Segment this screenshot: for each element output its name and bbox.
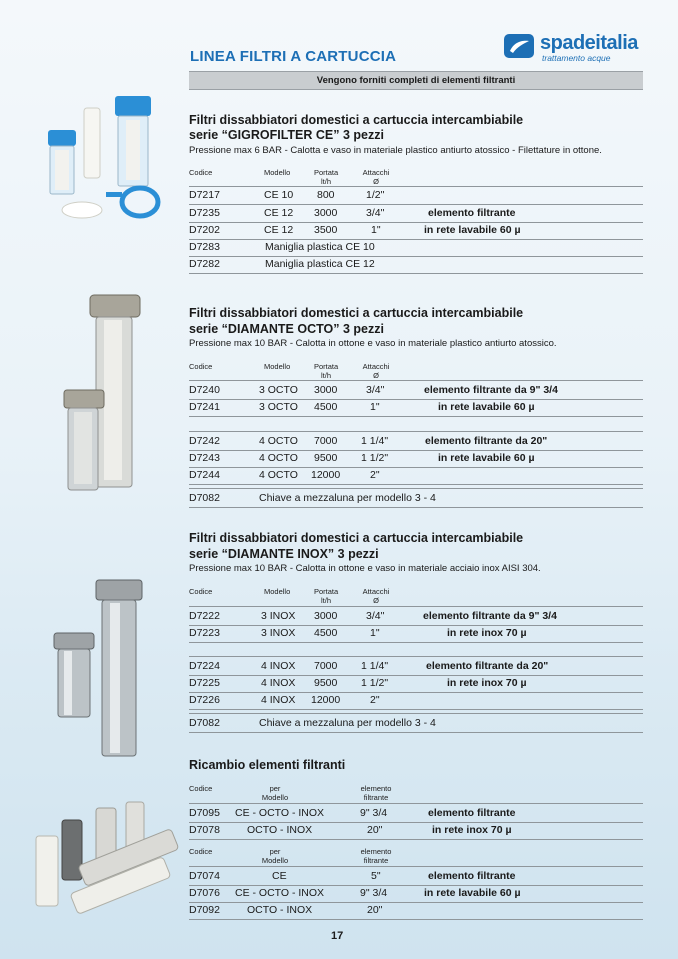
logo-icon (502, 32, 536, 60)
col-header-modello: Modello (264, 362, 291, 371)
section-1-title-2: serie “GIGROFILTER CE” 3 pezzi (189, 128, 384, 142)
col-header-codice: Codice (189, 587, 213, 596)
col-header-codice: Codice (189, 847, 213, 856)
section-1-title-1: Filtri dissabbiatori domestici a cartuccia intercambiabile (189, 113, 524, 127)
col-header-portata: Portata lt/h (314, 587, 339, 605)
col-header-modello: Modello (264, 168, 291, 177)
divider (189, 866, 643, 867)
logo-name: spadeitalia (540, 32, 638, 54)
cartridges-photo (30, 790, 180, 930)
table-row: D7095 CE - OCTO - INOX 9" 3/4 elemento filtrante (189, 805, 643, 823)
banner: Vengono forniti completi di elementi filtranti (189, 71, 643, 90)
table-row: D7223 3 INOX 4500 1" in rete inox 70 µ (189, 625, 643, 643)
table-row: D7241 3 OCTO 4500 1" in rete lavabile 60 µ (189, 399, 643, 417)
section-1-description: Pressione max 6 BAR - Calotta e vaso in materiale plastico antiurto atossico - Filettature in ottone. (189, 145, 602, 156)
divider (189, 713, 643, 714)
divider (189, 803, 643, 804)
table-row: D7222 3 INOX 3000 3/4" elemento filtrante da 9" 3/4 (189, 608, 643, 626)
divider (189, 380, 643, 381)
section-2-title-2: serie “DIAMANTE OCTO” 3 pezzi (189, 322, 384, 336)
col-header-per-modello: per Modello (261, 784, 289, 802)
table-row: D7078 OCTO - INOX 20" in rete inox 70 µ (189, 822, 643, 840)
section-3-title-2: serie “DIAMANTE INOX” 3 pezzi (189, 547, 379, 561)
logo-subtitle: trattamento acque (542, 53, 611, 63)
col-header-per-modello: per Modello (261, 847, 289, 865)
page-number: 17 (331, 930, 344, 942)
divider (189, 606, 643, 607)
logo (502, 30, 650, 62)
col-header-portata: Portata lt/h (314, 168, 339, 186)
table-row: D7282 Maniglia plastica CE 12 (189, 256, 643, 274)
col-header-codice: Codice (189, 362, 213, 371)
diamante-inox-photo (50, 575, 150, 760)
col-header-attacchi: Attacchi Ø (362, 587, 390, 605)
col-header-elemento: elemento filtrante (360, 784, 392, 802)
table-row: D7226 4 INOX 12000 2" (189, 692, 643, 710)
table-row: D7225 4 INOX 9500 1 1/2" in rete inox 70 µ (189, 675, 643, 693)
table-row: D7076 CE - OCTO - INOX 9" 3/4 in rete lavabile 60 µ (189, 885, 643, 903)
gigrofilter-photo (40, 88, 170, 228)
divider (189, 656, 643, 657)
table-row: D7235 CE 12 3000 3/4" elemento filtrante (189, 205, 643, 223)
page-title: LINEA FILTRI A CARTUCCIA (190, 48, 397, 65)
section-4-title: Ricambio elementi filtranti (189, 758, 346, 772)
section-2-title-1: Filtri dissabbiatori domestici a cartuccia intercambiabile (189, 306, 524, 320)
table-row: D7240 3 OCTO 3000 3/4" elemento filtrante da 9" 3/4 (189, 382, 643, 400)
divider (189, 431, 643, 432)
section-2-description: Pressione max 10 BAR - Calotta in ottone e vaso in materiale plastico antiurto atossico. (189, 338, 557, 349)
table-row: D7074 CE 5" elemento filtrante (189, 868, 643, 886)
col-header-elemento: elemento filtrante (360, 847, 392, 865)
table-row: D7283 Maniglia plastica CE 10 (189, 239, 643, 257)
table-row: D7082 Chiave a mezzaluna per modello 3 - 4 (189, 490, 643, 508)
table-row: D7202 CE 12 3500 1" in rete lavabile 60 µ (189, 222, 643, 240)
col-header-attacchi: Attacchi Ø (362, 168, 390, 186)
table-row: D7082 Chiave a mezzaluna per modello 3 - 4 (189, 715, 643, 733)
table-row: D7243 4 OCTO 9500 1 1/2" in rete lavabile 60 µ (189, 450, 643, 468)
table-row: D7244 4 OCTO 12000 2" (189, 467, 643, 485)
diamante-octo-photo (60, 290, 160, 495)
section-3-description: Pressione max 10 BAR - Calotta in ottone e vaso in materiale acciaio inox AISI 304. (189, 563, 541, 574)
col-header-codice: Codice (189, 784, 213, 793)
col-header-modello: Modello (264, 587, 291, 596)
table-row: D7217 CE 10 800 1/2" (189, 187, 643, 205)
col-header-portata: Portata lt/h (314, 362, 339, 380)
table-row: D7224 4 INOX 7000 1 1/4" elemento filtrante da 20" (189, 658, 643, 676)
divider (189, 488, 643, 489)
table-row: D7242 4 OCTO 7000 1 1/4" elemento filtrante da 20" (189, 433, 643, 451)
col-header-codice: Codice (189, 168, 213, 177)
col-header-attacchi: Attacchi Ø (362, 362, 390, 380)
section-3-title-1: Filtri dissabbiatori domestici a cartuccia intercambiabile (189, 531, 524, 545)
table-row: D7092 OCTO - INOX 20" (189, 902, 643, 920)
